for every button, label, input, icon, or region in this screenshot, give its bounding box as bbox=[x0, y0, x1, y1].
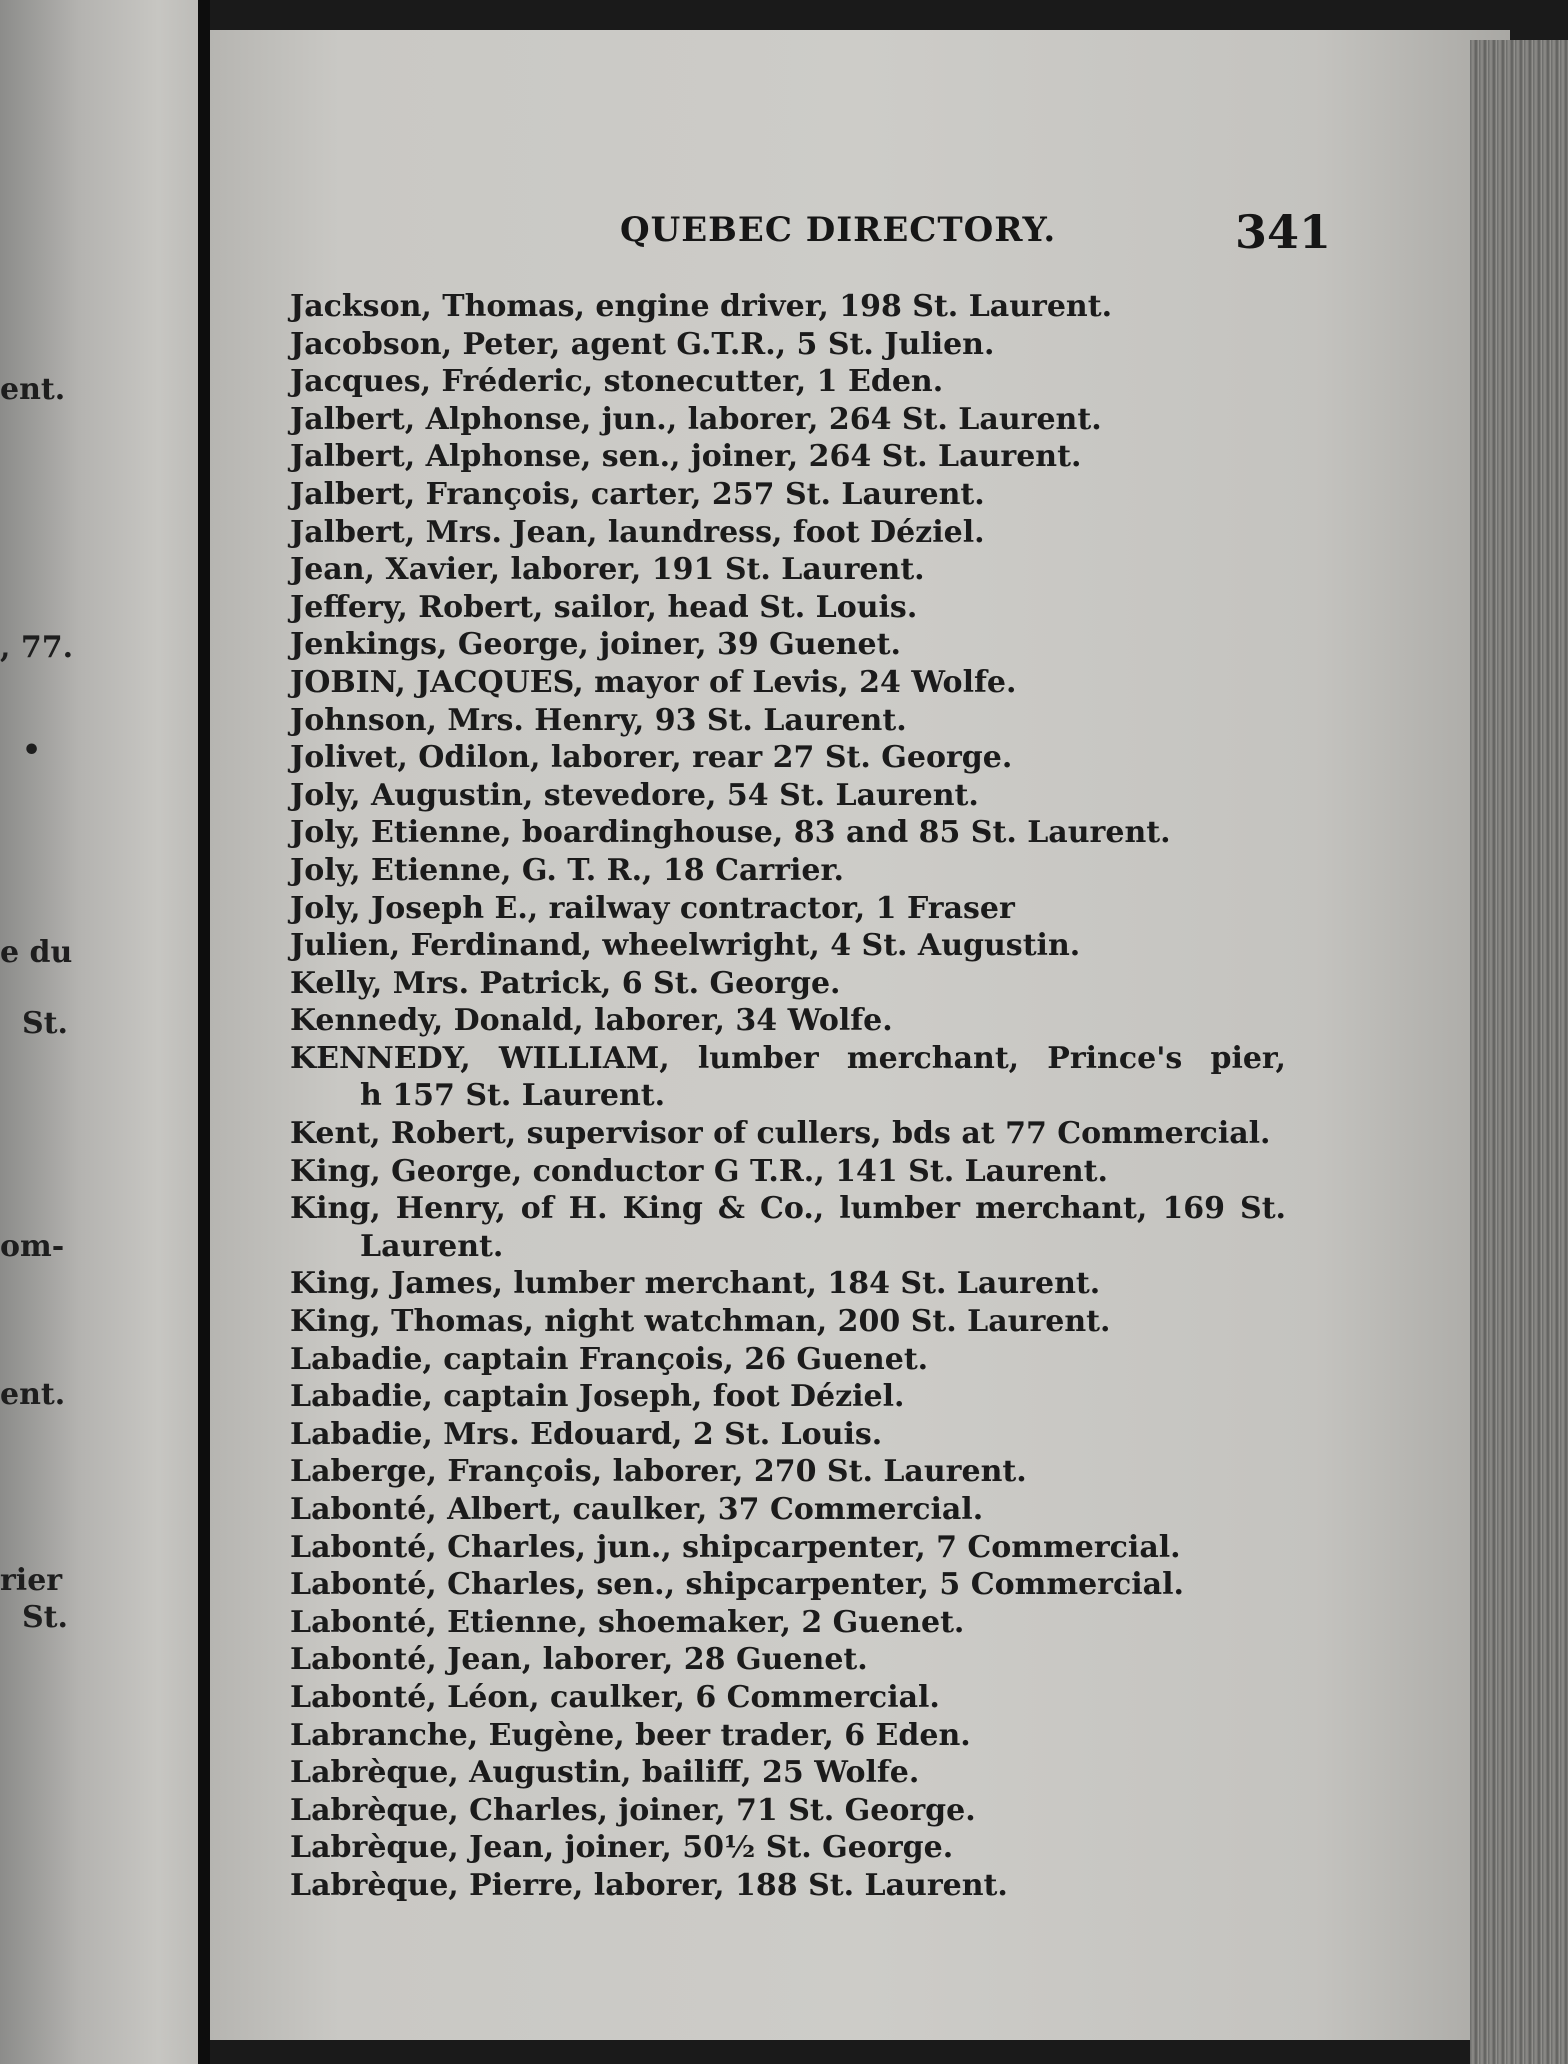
directory-entry bbox=[290, 1303, 1340, 1341]
directory-entry bbox=[290, 702, 1340, 740]
entry-text: Joly, Etienne, boardinghouse, 83 and 85 St. Laurent. bbox=[290, 815, 1171, 851]
directory-entry bbox=[290, 1378, 1340, 1416]
directory-entry bbox=[290, 1416, 1340, 1454]
entry-text: Joly, Etienne, G. T. R., 18 Carrier. bbox=[290, 852, 845, 888]
directory-entry bbox=[290, 1717, 1340, 1755]
entry-text: Jolivet, Odilon, laborer, rear 27 St. George. bbox=[290, 740, 1013, 776]
directory-entry bbox=[290, 288, 1340, 326]
entry-text: Jalbert, Mrs. Jean, laundress, foot Déziel. bbox=[290, 514, 985, 550]
entry-text: Jean, Xavier, laborer, 191 St. Laurent. bbox=[290, 552, 925, 588]
directory-entry bbox=[290, 438, 1340, 476]
entry-text: King, George, conductor G T.R., 141 St. Laurent. bbox=[290, 1153, 1108, 1189]
directory-entry bbox=[290, 514, 1340, 552]
entry-text: Labadie, Mrs. Edouard, 2 St. Louis. bbox=[290, 1416, 883, 1452]
entry-text: King, Henry, of H. King & Co., lumber merchant, 169 St. bbox=[290, 1191, 1286, 1227]
entry-text: Labrèque, Pierre, laborer, 188 St. Laurent. bbox=[290, 1867, 1008, 1903]
left-page-text: St. bbox=[22, 1006, 68, 1041]
directory-entry bbox=[290, 401, 1340, 439]
directory-entry bbox=[290, 739, 1340, 777]
entry-continuation: h 157 St. Laurent. bbox=[360, 1078, 666, 1114]
entry-text: Labadie, captain François, 26 Guenet. bbox=[290, 1341, 929, 1377]
entry-text: King, Thomas, night watchman, 200 St. Laurent. bbox=[290, 1304, 1111, 1340]
directory-entry bbox=[290, 1453, 1340, 1491]
entry-text: Joly, Joseph E., railway contractor, 1 Fraser bbox=[290, 890, 1015, 926]
running-head: QUEBEC DIRECTORY. bbox=[620, 210, 1057, 250]
book-gutter bbox=[198, 0, 210, 2064]
directory-entry bbox=[290, 1829, 1340, 1867]
left-page-text: St. bbox=[22, 1600, 68, 1635]
directory-entries bbox=[290, 288, 1340, 1905]
left-page-text: e du bbox=[0, 935, 73, 970]
page-edges bbox=[1470, 40, 1568, 2064]
entry-text: Kennedy, Donald, laborer, 34 Wolfe. bbox=[290, 1003, 893, 1039]
entry-text: Johnson, Mrs. Henry, 93 St. Laurent. bbox=[290, 702, 907, 738]
entry-text: Jeffery, Robert, sailor, head St. Louis. bbox=[290, 589, 918, 625]
directory-entry bbox=[290, 1190, 1340, 1265]
entry-text: Labrèque, Charles, joiner, 71 St. George. bbox=[290, 1792, 976, 1828]
left-page-text: ent. bbox=[0, 372, 66, 407]
directory-entry bbox=[290, 326, 1340, 364]
left-page-text: om- bbox=[0, 1229, 65, 1264]
entry-text: King, James, lumber merchant, 184 St. Laurent. bbox=[290, 1266, 1101, 1302]
entry-text: Kent, Robert, supervisor of cullers, bds at 77 Commercial. bbox=[290, 1116, 1271, 1152]
entry-text: KENNEDY, WILLIAM, lumber merchant, Prince's pier, bbox=[290, 1040, 1286, 1076]
directory-entry bbox=[290, 551, 1340, 589]
directory-entry bbox=[290, 1867, 1340, 1905]
directory-entry bbox=[290, 363, 1340, 401]
entry-text: Jenkings, George, joiner, 39 Guenet. bbox=[290, 627, 901, 663]
directory-entry bbox=[290, 1040, 1340, 1115]
directory-entry bbox=[290, 1153, 1340, 1191]
entry-text: Laberge, François, laborer, 270 St. Laurent. bbox=[290, 1454, 1027, 1490]
left-page-fragment bbox=[0, 0, 198, 2064]
entry-text: Labonté, Etienne, shoemaker, 2 Guenet. bbox=[290, 1604, 965, 1640]
entry-text: Labonté, Albert, caulker, 37 Commercial. bbox=[290, 1492, 984, 1527]
left-page-text: ent. bbox=[0, 1377, 66, 1412]
directory-entry bbox=[290, 626, 1340, 664]
left-page-text: , 77. bbox=[0, 630, 74, 665]
page-number: 341 bbox=[1235, 205, 1332, 259]
directory-entry bbox=[290, 890, 1340, 928]
entry-continuation: Laurent. bbox=[360, 1228, 504, 1264]
directory-entry bbox=[290, 1604, 1340, 1642]
directory-entry bbox=[290, 1792, 1340, 1830]
directory-entry bbox=[290, 1754, 1340, 1792]
entry-text: Labonté, Charles, sen., shipcarpenter, 5 Commercial. bbox=[290, 1567, 1184, 1603]
directory-entry bbox=[290, 664, 1340, 702]
directory-entry bbox=[290, 1341, 1340, 1379]
directory-entry bbox=[290, 1679, 1340, 1717]
entry-text: Labadie, captain Joseph, foot Déziel. bbox=[290, 1379, 905, 1415]
entry-text: Kelly, Mrs. Patrick, 6 St. George. bbox=[290, 965, 841, 1001]
entry-text: Jalbert, Alphonse, jun., laborer, 264 St. Laurent. bbox=[290, 401, 1102, 437]
entry-text: Labonté, Charles, jun., shipcarpenter, 7 Commercial. bbox=[290, 1529, 1181, 1565]
entry-text: Jacobson, Peter, agent G.T.R., 5 St. Julien. bbox=[290, 326, 995, 362]
entry-text: JOBIN, JACQUES, mayor of Levis, 24 Wolfe. bbox=[290, 664, 1017, 700]
left-page-text: rier bbox=[0, 1563, 63, 1598]
directory-entry bbox=[290, 814, 1340, 852]
entry-text: Jalbert, François, carter, 257 St. Laurent. bbox=[290, 476, 985, 512]
directory-entry bbox=[290, 1002, 1340, 1040]
entry-text: Julien, Ferdinand, wheelwright, 4 St. Augustin. bbox=[290, 928, 1081, 964]
directory-entry bbox=[290, 852, 1340, 890]
directory-entry bbox=[290, 927, 1340, 965]
left-page-text: • bbox=[22, 733, 42, 768]
directory-entry bbox=[290, 777, 1340, 815]
entry-text: Labrèque, Augustin, bailiff, 25 Wolfe. bbox=[290, 1755, 920, 1791]
directory-entry bbox=[290, 1566, 1340, 1604]
directory-entry bbox=[290, 1265, 1340, 1303]
entry-text: Labrèque, Jean, joiner, 50½ St. George. bbox=[290, 1830, 954, 1866]
directory-entry bbox=[290, 1529, 1340, 1567]
entry-text: Labonté, Léon, caulker, 6 Commercial. bbox=[290, 1679, 940, 1715]
directory-entry bbox=[290, 1641, 1340, 1679]
entry-text: Labranche, Eugène, beer trader, 6 Eden. bbox=[290, 1717, 971, 1753]
entry-text: Joly, Augustin, stevedore, 54 St. Laurent. bbox=[290, 777, 979, 813]
directory-entry bbox=[290, 965, 1340, 1003]
entry-text: Jalbert, Alphonse, sen., joiner, 264 St. Laurent. bbox=[290, 439, 1082, 475]
directory-entry bbox=[290, 476, 1340, 514]
entry-text: Jackson, Thomas, engine driver, 198 St. Laurent. bbox=[290, 289, 1113, 324]
entry-text: Labonté, Jean, laborer, 28 Guenet. bbox=[290, 1642, 868, 1678]
directory-entry bbox=[290, 1491, 1340, 1529]
directory-entry bbox=[290, 1115, 1340, 1153]
directory-entry bbox=[290, 589, 1340, 627]
entry-text: Jacques, Fréderic, stonecutter, 1 Eden. bbox=[290, 364, 944, 400]
